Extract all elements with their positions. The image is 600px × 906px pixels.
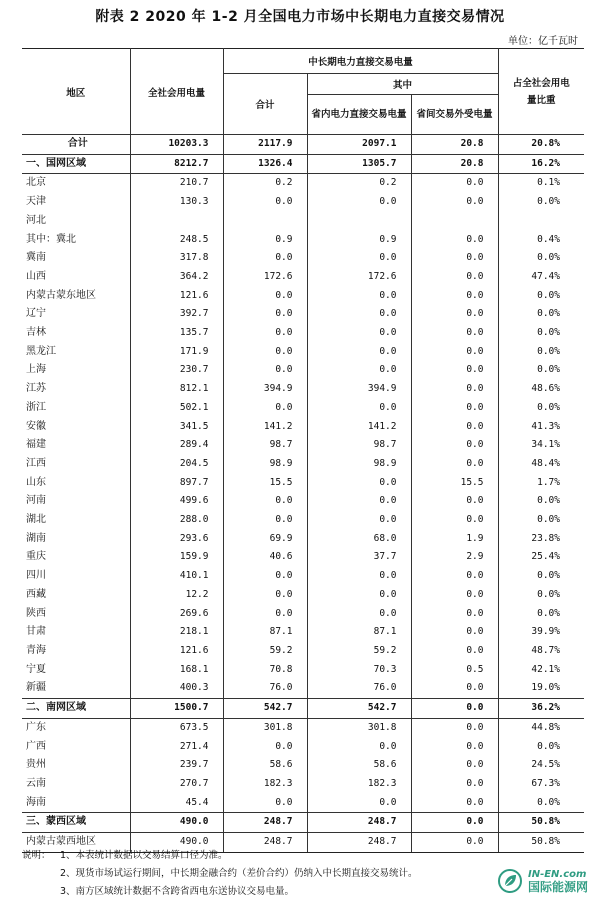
- cell-inter: 0.0: [411, 679, 498, 698]
- cell-subtotal: 0.0: [223, 324, 307, 343]
- table-row: [22, 605, 584, 624]
- table-row: [22, 305, 584, 324]
- cell-intra: 2097.1: [307, 135, 411, 155]
- cell-consumption: 502.1: [130, 399, 223, 418]
- cell-share: 36.2%: [498, 699, 584, 719]
- cell-region: 广东: [22, 718, 130, 737]
- cell-subtotal: 15.5: [223, 474, 307, 493]
- cell-consumption: 10203.3: [130, 135, 223, 155]
- cell-inter: 0.0: [411, 775, 498, 794]
- table-row: [22, 511, 584, 530]
- cell-share: 0.1%: [498, 174, 584, 193]
- cell-intra: 0.0: [307, 794, 411, 813]
- cell-region: 二、南网区域: [22, 699, 130, 719]
- table-row: [22, 548, 584, 567]
- cell-consumption: 271.4: [130, 738, 223, 757]
- cell-subtotal: 59.2: [223, 642, 307, 661]
- cell-inter: 0.0: [411, 642, 498, 661]
- cell-inter: 0.0: [411, 399, 498, 418]
- cell-inter: 0.0: [411, 511, 498, 530]
- cell-intra: 0.0: [307, 305, 411, 324]
- table-row: [22, 268, 584, 287]
- table-row: [22, 324, 584, 343]
- cell-share: 48.7%: [498, 642, 584, 661]
- cell-consumption: 239.7: [130, 756, 223, 775]
- table-row: [22, 718, 584, 737]
- cell-subtotal: 0.0: [223, 305, 307, 324]
- cell-region: 福建: [22, 436, 130, 455]
- table-row: [22, 699, 584, 719]
- table-row: [22, 231, 584, 250]
- cell-inter: 0.0: [411, 756, 498, 775]
- cell-share: 39.9%: [498, 623, 584, 642]
- cell-region: 山西: [22, 268, 130, 287]
- cell-subtotal: 76.0: [223, 679, 307, 698]
- cell-inter: 0.0: [411, 249, 498, 268]
- cell-intra: 87.1: [307, 623, 411, 642]
- table-row: [22, 361, 584, 380]
- table-row: [22, 813, 584, 833]
- cell-intra: 0.0: [307, 399, 411, 418]
- cell-consumption: 288.0: [130, 511, 223, 530]
- cell-inter: 20.8: [411, 135, 498, 155]
- table-row: [22, 193, 584, 212]
- table-row: [22, 154, 584, 174]
- cell-region: 浙江: [22, 399, 130, 418]
- note-item: 2、现货市场试运行期间，中长期金融合约（差价合约）仍纳入中长期直接交易统计。: [60, 868, 418, 879]
- cell-intra: 248.7: [307, 833, 411, 853]
- table-row: [22, 380, 584, 399]
- cell-subtotal: 301.8: [223, 718, 307, 737]
- cell-region: 河北: [22, 212, 130, 231]
- cell-inter: 15.5: [411, 474, 498, 493]
- cell-consumption: 8212.7: [130, 154, 223, 174]
- cell-intra: 0.2: [307, 174, 411, 193]
- cell-share: 0.0%: [498, 324, 584, 343]
- cell-region: 陕西: [22, 605, 130, 624]
- cell-intra: 0.0: [307, 605, 411, 624]
- cell-intra: 394.9: [307, 380, 411, 399]
- note-item: 1、本表统计数据以交易结算口径为准。: [60, 850, 228, 861]
- cell-share: 25.4%: [498, 548, 584, 567]
- cell-share: 0.0%: [498, 605, 584, 624]
- cell-intra: [307, 212, 411, 231]
- header-among: 其中: [307, 74, 498, 95]
- cell-subtotal: 0.9: [223, 231, 307, 250]
- cell-subtotal: 70.8: [223, 661, 307, 680]
- table-row: [22, 399, 584, 418]
- cell-region: 北京: [22, 174, 130, 193]
- cell-consumption: 270.7: [130, 775, 223, 794]
- cell-share: 0.0%: [498, 343, 584, 362]
- cell-subtotal: 87.1: [223, 623, 307, 642]
- cell-intra: 0.0: [307, 343, 411, 362]
- cell-region: 甘肃: [22, 623, 130, 642]
- table-row: [22, 287, 584, 306]
- cell-inter: 0.0: [411, 794, 498, 813]
- cell-subtotal: 0.0: [223, 492, 307, 511]
- cell-consumption: 490.0: [130, 833, 223, 853]
- cell-region: 吉林: [22, 324, 130, 343]
- cell-share: 0.0%: [498, 193, 584, 212]
- table-row: [22, 474, 584, 493]
- cell-intra: 0.0: [307, 738, 411, 757]
- cell-region: 海南: [22, 794, 130, 813]
- cell-share: 19.0%: [498, 679, 584, 698]
- cell-intra: 0.0: [307, 511, 411, 530]
- cell-intra: 70.3: [307, 661, 411, 680]
- cell-region: 冀南: [22, 249, 130, 268]
- cell-inter: 0.0: [411, 324, 498, 343]
- table-row: [22, 738, 584, 757]
- cell-share: 0.0%: [498, 794, 584, 813]
- cell-inter: 0.0: [411, 268, 498, 287]
- cell-share: 48.6%: [498, 380, 584, 399]
- cell-inter: 0.0: [411, 231, 498, 250]
- cell-region: 重庆: [22, 548, 130, 567]
- note-item: 3、南方区域统计数据不含跨省西电东送协议交易电量。: [60, 886, 295, 897]
- notes-label: 说明：: [22, 850, 51, 861]
- cell-consumption: 171.9: [130, 343, 223, 362]
- cell-intra: 98.9: [307, 455, 411, 474]
- cell-intra: 301.8: [307, 718, 411, 737]
- cell-share: 48.4%: [498, 455, 584, 474]
- header-consumption: 全社会用电量: [130, 49, 223, 135]
- cell-share: 0.0%: [498, 511, 584, 530]
- cell-inter: 0.0: [411, 605, 498, 624]
- cell-consumption: 168.1: [130, 661, 223, 680]
- cell-share: 0.0%: [498, 399, 584, 418]
- cell-inter: 0.0: [411, 418, 498, 437]
- cell-subtotal: 394.9: [223, 380, 307, 399]
- cell-share: 16.2%: [498, 154, 584, 174]
- table-row: [22, 794, 584, 813]
- cell-region: 河南: [22, 492, 130, 511]
- cell-share: 20.8%: [498, 135, 584, 155]
- cell-subtotal: 2117.9: [223, 135, 307, 155]
- cell-region: 贵州: [22, 756, 130, 775]
- cell-subtotal: 0.0: [223, 794, 307, 813]
- cell-intra: 76.0: [307, 679, 411, 698]
- cell-region: 一、国网区域: [22, 154, 130, 174]
- cell-share: 0.0%: [498, 249, 584, 268]
- table-row: [22, 135, 584, 155]
- cell-intra: 248.7: [307, 813, 411, 833]
- cell-share: 0.0%: [498, 287, 584, 306]
- cell-consumption: 269.6: [130, 605, 223, 624]
- cell-inter: 0.0: [411, 813, 498, 833]
- header-share: 占全社会用电量比重: [498, 49, 584, 135]
- watermark-cn: 国际能源网: [527, 880, 588, 894]
- cell-inter: 0.0: [411, 343, 498, 362]
- table-row: [22, 567, 584, 586]
- cell-share: 0.0%: [498, 305, 584, 324]
- table-body: [22, 135, 584, 853]
- cell-share: 47.4%: [498, 268, 584, 287]
- cell-consumption: 218.1: [130, 623, 223, 642]
- cell-subtotal: 40.6: [223, 548, 307, 567]
- cell-subtotal: 0.0: [223, 287, 307, 306]
- cell-intra: 58.6: [307, 756, 411, 775]
- cell-consumption: 159.9: [130, 548, 223, 567]
- cell-consumption: 364.2: [130, 268, 223, 287]
- cell-inter: 0.0: [411, 699, 498, 719]
- table-row: [22, 455, 584, 474]
- table-row: [22, 418, 584, 437]
- cell-inter: 0.0: [411, 174, 498, 193]
- page-title: 附表 2 2020 年 1-2 月全国电力市场中长期电力直接交易情况: [95, 9, 505, 25]
- cell-subtotal: 0.2: [223, 174, 307, 193]
- cell-region: 黑龙江: [22, 343, 130, 362]
- table-row: [22, 661, 584, 680]
- cell-subtotal: 248.7: [223, 813, 307, 833]
- cell-region: 辽宁: [22, 305, 130, 324]
- table-row: [22, 174, 584, 193]
- cell-consumption: 289.4: [130, 436, 223, 455]
- table-row: [22, 642, 584, 661]
- cell-inter: 20.8: [411, 154, 498, 174]
- cell-intra: 0.0: [307, 361, 411, 380]
- cell-inter: 0.0: [411, 623, 498, 642]
- cell-subtotal: 98.9: [223, 455, 307, 474]
- cell-inter: 0.0: [411, 492, 498, 511]
- cell-inter: 0.5: [411, 661, 498, 680]
- cell-intra: 0.0: [307, 193, 411, 212]
- cell-share: 41.3%: [498, 418, 584, 437]
- cell-subtotal: 0.0: [223, 511, 307, 530]
- cell-inter: 0.0: [411, 193, 498, 212]
- cell-region: 其中：冀北: [22, 231, 130, 250]
- cell-region: 新疆: [22, 679, 130, 698]
- cell-intra: 1305.7: [307, 154, 411, 174]
- cell-consumption: 341.5: [130, 418, 223, 437]
- watermark-logo: [497, 868, 588, 894]
- cell-consumption: 392.7: [130, 305, 223, 324]
- cell-inter: 0.0: [411, 436, 498, 455]
- cell-intra: 0.0: [307, 492, 411, 511]
- cell-share: 0.4%: [498, 231, 584, 250]
- table-row: [22, 343, 584, 362]
- cell-subtotal: 0.0: [223, 605, 307, 624]
- cell-region: 西藏: [22, 586, 130, 605]
- cell-inter: 1.9: [411, 530, 498, 549]
- cell-inter: 0.0: [411, 738, 498, 757]
- cell-subtotal: 0.0: [223, 249, 307, 268]
- table-row: [22, 775, 584, 794]
- cell-inter: 0.0: [411, 455, 498, 474]
- cell-share: 1.7%: [498, 474, 584, 493]
- cell-region: 三、蒙西区域: [22, 813, 130, 833]
- cell-intra: 542.7: [307, 699, 411, 719]
- cell-consumption: 121.6: [130, 642, 223, 661]
- cell-subtotal: 0.0: [223, 193, 307, 212]
- table-row: [22, 586, 584, 605]
- cell-inter: [411, 212, 498, 231]
- cell-consumption: 293.6: [130, 530, 223, 549]
- cell-region: 四川: [22, 567, 130, 586]
- cell-region: 上海: [22, 361, 130, 380]
- cell-share: 34.1%: [498, 436, 584, 455]
- cell-consumption: 248.5: [130, 231, 223, 250]
- cell-subtotal: 0.0: [223, 343, 307, 362]
- cell-intra: 182.3: [307, 775, 411, 794]
- cell-region: 广西: [22, 738, 130, 757]
- unit-label: 单位：亿千瓦时: [508, 36, 578, 47]
- cell-intra: 0.0: [307, 324, 411, 343]
- cell-subtotal: 0.0: [223, 399, 307, 418]
- cell-region: 内蒙古蒙东地区: [22, 287, 130, 306]
- cell-intra: 37.7: [307, 548, 411, 567]
- cell-consumption: 130.3: [130, 193, 223, 212]
- cell-intra: 98.7: [307, 436, 411, 455]
- cell-consumption: 204.5: [130, 455, 223, 474]
- header-inter-province: 省间交易外受电量: [411, 95, 498, 135]
- cell-consumption: 121.6: [130, 287, 223, 306]
- table-row: [22, 623, 584, 642]
- watermark-en: IN-EN.com: [527, 869, 587, 880]
- cell-inter: 0.0: [411, 833, 498, 853]
- table-row: [22, 212, 584, 231]
- cell-share: 0.0%: [498, 361, 584, 380]
- cell-region: 云南: [22, 775, 130, 794]
- cell-region: 宁夏: [22, 661, 130, 680]
- cell-subtotal: 542.7: [223, 699, 307, 719]
- cell-share: 50.8%: [498, 813, 584, 833]
- trade-table: [22, 48, 584, 853]
- cell-share: 23.8%: [498, 530, 584, 549]
- table-row: [22, 249, 584, 268]
- leaf-logo-icon: [497, 868, 523, 894]
- cell-consumption: 1500.7: [130, 699, 223, 719]
- cell-consumption: 812.1: [130, 380, 223, 399]
- cell-share: 0.0%: [498, 492, 584, 511]
- cell-subtotal: 1326.4: [223, 154, 307, 174]
- cell-intra: 0.9: [307, 231, 411, 250]
- cell-consumption: 135.7: [130, 324, 223, 343]
- table-row: [22, 436, 584, 455]
- cell-inter: 0.0: [411, 380, 498, 399]
- cell-inter: 0.0: [411, 718, 498, 737]
- cell-consumption: [130, 212, 223, 231]
- cell-subtotal: 69.9: [223, 530, 307, 549]
- cell-region: 湖南: [22, 530, 130, 549]
- cell-inter: 0.0: [411, 586, 498, 605]
- cell-region: 江西: [22, 455, 130, 474]
- cell-region: 山东: [22, 474, 130, 493]
- cell-subtotal: 0.0: [223, 586, 307, 605]
- table-row: [22, 492, 584, 511]
- cell-region: 江苏: [22, 380, 130, 399]
- cell-consumption: 317.8: [130, 249, 223, 268]
- cell-intra: 68.0: [307, 530, 411, 549]
- cell-inter: 0.0: [411, 361, 498, 380]
- cell-region: 青海: [22, 642, 130, 661]
- cell-share: 0.0%: [498, 586, 584, 605]
- cell-share: 44.8%: [498, 718, 584, 737]
- cell-consumption: 490.0: [130, 813, 223, 833]
- cell-subtotal: 248.7: [223, 833, 307, 853]
- cell-intra: 0.0: [307, 249, 411, 268]
- cell-consumption: 673.5: [130, 718, 223, 737]
- cell-intra: 141.2: [307, 418, 411, 437]
- cell-intra: 0.0: [307, 586, 411, 605]
- cell-intra: 59.2: [307, 642, 411, 661]
- cell-region: 合计: [22, 135, 130, 155]
- cell-consumption: 45.4: [130, 794, 223, 813]
- header-subtotal: 合计: [223, 74, 307, 135]
- cell-share: 42.1%: [498, 661, 584, 680]
- cell-subtotal: 0.0: [223, 567, 307, 586]
- cell-subtotal: [223, 212, 307, 231]
- cell-subtotal: 98.7: [223, 436, 307, 455]
- cell-consumption: 499.6: [130, 492, 223, 511]
- cell-consumption: 400.3: [130, 679, 223, 698]
- cell-consumption: 230.7: [130, 361, 223, 380]
- cell-inter: 0.0: [411, 305, 498, 324]
- table-row: [22, 530, 584, 549]
- cell-subtotal: 141.2: [223, 418, 307, 437]
- cell-share: 0.0%: [498, 738, 584, 757]
- cell-intra: 0.0: [307, 287, 411, 306]
- table-row: [22, 756, 584, 775]
- cell-region: 天津: [22, 193, 130, 212]
- cell-share: [498, 212, 584, 231]
- notes: [22, 847, 418, 901]
- cell-consumption: 410.1: [130, 567, 223, 586]
- cell-inter: 2.9: [411, 548, 498, 567]
- cell-subtotal: 172.6: [223, 268, 307, 287]
- cell-region: 安徽: [22, 418, 130, 437]
- cell-intra: 0.0: [307, 567, 411, 586]
- cell-consumption: 897.7: [130, 474, 223, 493]
- cell-consumption: 12.2: [130, 586, 223, 605]
- cell-consumption: 210.7: [130, 174, 223, 193]
- cell-share: 24.5%: [498, 756, 584, 775]
- cell-share: 0.0%: [498, 567, 584, 586]
- cell-intra: 0.0: [307, 474, 411, 493]
- cell-share: 67.3%: [498, 775, 584, 794]
- cell-inter: 0.0: [411, 567, 498, 586]
- cell-region: 内蒙古蒙西地区: [22, 833, 130, 853]
- cell-subtotal: 0.0: [223, 738, 307, 757]
- header-direct-trade: 中长期电力直接交易电量: [223, 49, 498, 74]
- cell-region: 湖北: [22, 511, 130, 530]
- cell-inter: 0.0: [411, 287, 498, 306]
- header-intra-province: 省内电力直接交易电量: [307, 95, 411, 135]
- cell-share: 50.8%: [498, 833, 584, 853]
- header-region: 地区: [22, 49, 130, 135]
- cell-subtotal: 58.6: [223, 756, 307, 775]
- cell-subtotal: 182.3: [223, 775, 307, 794]
- cell-subtotal: 0.0: [223, 361, 307, 380]
- cell-intra: 172.6: [307, 268, 411, 287]
- table-row: [22, 679, 584, 698]
